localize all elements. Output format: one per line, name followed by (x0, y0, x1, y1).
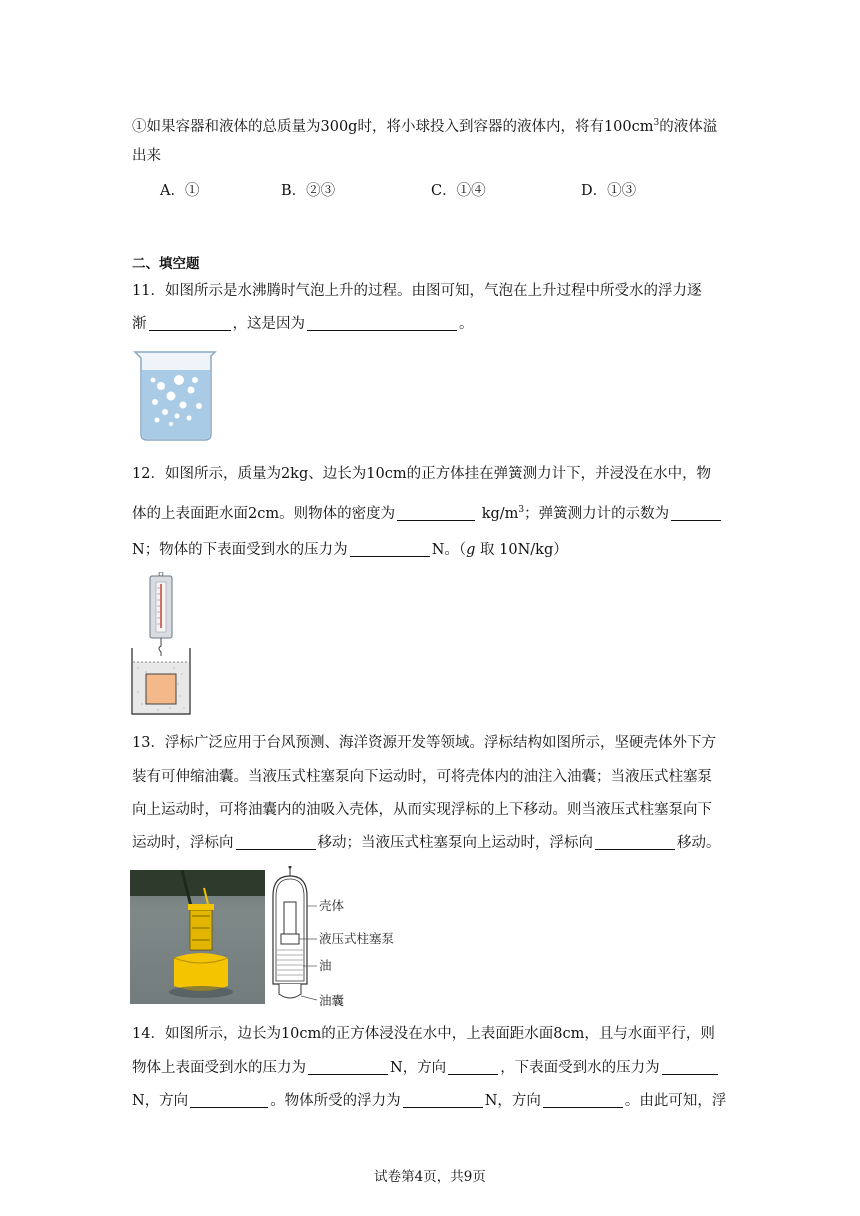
section-title: 二、填空题 (132, 256, 200, 272)
q12-line2: 体的上表面距水面2cm。则物体的密度为 $kg/m^3$；弹簧测力计的示数为 (132, 500, 723, 524)
label-oil: 油 (319, 958, 332, 973)
option-b: B．②③ (281, 183, 336, 199)
q14-line3: N，方向 。物体所受的浮力为 N，方向 。由此可知，浮 (132, 1093, 727, 1109)
option-d: D．①③ (581, 183, 637, 199)
q11-line2: 渐 ，这是因为 。 (132, 316, 474, 332)
answer-blank[interactable] (671, 504, 721, 521)
answer-blank[interactable] (307, 314, 457, 331)
answer-blank[interactable] (397, 504, 475, 521)
spring-scale-figure (130, 572, 194, 718)
buoy-structure-diagram (265, 866, 405, 1010)
buoy-photo (130, 870, 265, 1004)
answer-blank[interactable] (543, 1091, 623, 1108)
label-oil-bag: 油囊 (319, 993, 345, 1008)
q11-line1: 11．如图所示是水沸腾时气泡上升的过程。由图可知，气泡在上升过程中所受水的浮力逐 (132, 283, 702, 299)
answer-blank[interactable] (403, 1091, 483, 1108)
q13-line1: 13．浮标广泛应用于台风预测、海洋资源开发等领域。浮标结构如图所示，坚硬壳体外下方 (132, 735, 716, 751)
q10-statement-4-line2: 出来 (132, 148, 161, 164)
answer-blank[interactable] (350, 540, 430, 557)
q10-statement-4-line1: ①如果容器和液体的总质量为300g时，将小球投入到容器的液体内，将有$100cm^3$的液体溢 (132, 118, 718, 135)
answer-blank[interactable] (236, 833, 316, 850)
answer-blank[interactable] (662, 1058, 718, 1075)
option-c: C．①④ (431, 183, 486, 199)
q13-line2: 装有可伸缩油囊。当液压式柱塞泵向下运动时，可将壳体内的油注入油囊；当液压式柱塞泵 (132, 769, 712, 785)
q14-line1: 14．如图所示，边长为10cm的正方体浸没在水中，上表面距水面8cm，且与水面平行，则 (132, 1026, 715, 1042)
page-footer: 试卷第4页，共9页 (374, 1169, 486, 1185)
beaker-figure (131, 350, 219, 442)
answer-blank[interactable] (448, 1058, 498, 1075)
answer-blank[interactable] (190, 1091, 268, 1108)
answer-blank[interactable] (595, 833, 675, 850)
answer-blank[interactable] (149, 314, 231, 331)
q12-line1: 12．如图所示，质量为2kg、边长为10cm的正方体挂在弹簧测力计下，并浸没在水中，物 (132, 466, 712, 482)
answer-blank[interactable] (308, 1058, 388, 1075)
option-a: A．① (160, 183, 200, 199)
q14-line2: 物体上表面受到水的压力为 N，方向 ，下表面受到水的压力为 (132, 1058, 720, 1078)
q13-line4: 运动时，浮标向 移动；当液压式柱塞泵向上运动时，浮标向 移动。 (132, 835, 721, 851)
label-pump: 液压式柱塞泵 (319, 931, 395, 946)
q12-line3: N；物体的下表面受到水的压力为 N。（g 取 10N/kg） (132, 542, 568, 558)
label-shell: 壳体 (319, 898, 345, 913)
q13-line3: 向上运动时，可将油囊内的油吸入壳体，从而实现浮标的上下移动。则当液压式柱塞泵向下 (132, 802, 712, 818)
